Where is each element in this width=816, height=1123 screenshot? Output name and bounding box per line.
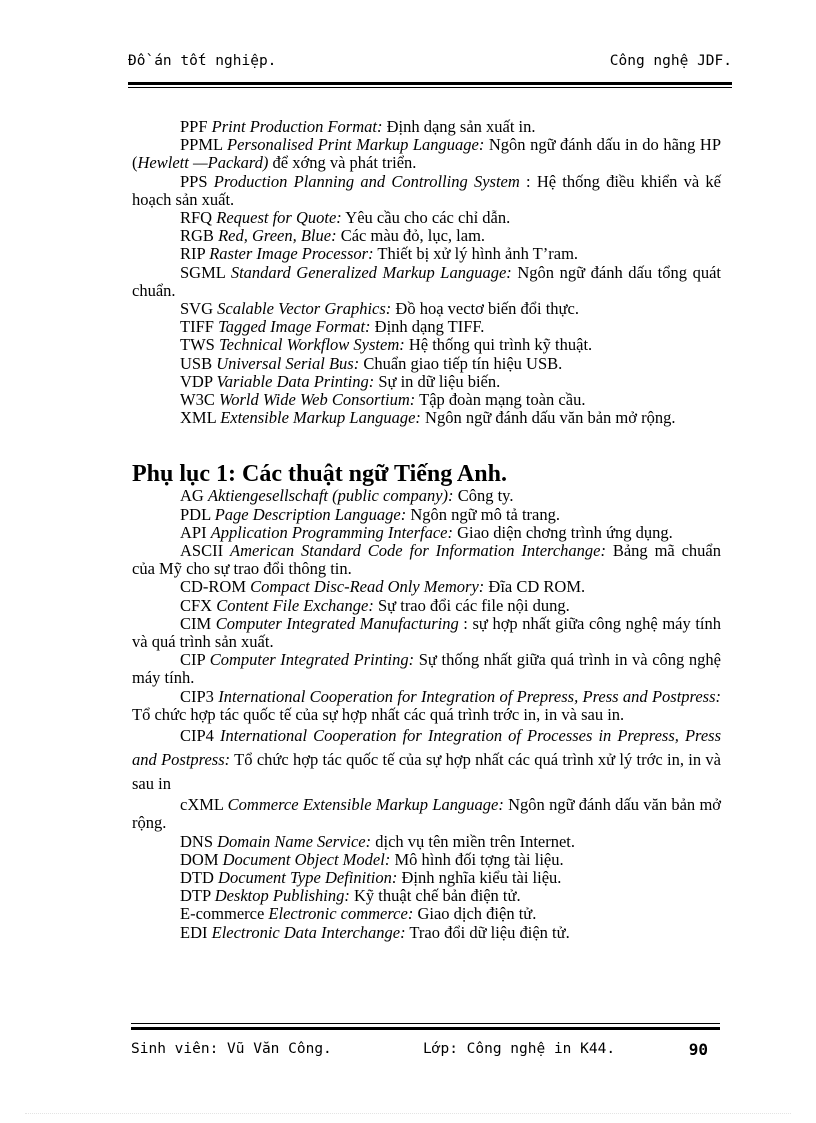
term-full-name: Extensible Markup Language: bbox=[220, 408, 421, 428]
term-definition: Bảng mã chuẩn của Mỹ cho sự trao đổi thông tin. bbox=[132, 541, 722, 579]
term-full-name: Document Type Definition: bbox=[218, 867, 398, 887]
term-definition: Đồ hoạ vectơ biến đổi thực. bbox=[391, 299, 579, 319]
term-abbreviation: SVG bbox=[180, 299, 214, 319]
term-abbreviation: AG bbox=[180, 486, 204, 506]
term-abbreviation: CIP4 bbox=[180, 726, 214, 746]
term-definition: Yêu cầu cho các chỉ dẫn. bbox=[341, 208, 511, 228]
term-abbreviation: TIFF bbox=[180, 317, 214, 337]
term-abbreviation: RFQ bbox=[180, 208, 213, 228]
term-abbreviation: USB bbox=[180, 353, 213, 373]
term-abbreviation: E-commerce bbox=[180, 904, 265, 924]
term-definition: Trao đổi dữ liệu điện tử. bbox=[405, 922, 570, 942]
footer-class: Lớp: Công nghệ in K44. bbox=[423, 1041, 616, 1057]
term-definition: Tập đoàn mạng toàn cầu. bbox=[415, 390, 586, 410]
glossary-entry bbox=[132, 355, 721, 373]
header-document-title: Đồ án tốt nghiệp. bbox=[128, 53, 277, 69]
term-definition: Định dạng TIFF. bbox=[370, 317, 485, 337]
term-abbreviation: DTP bbox=[180, 886, 211, 906]
term-abbreviation: CFX bbox=[180, 595, 213, 615]
glossary-entry bbox=[132, 887, 721, 905]
term-abbreviation: CIP3 bbox=[180, 686, 214, 706]
term-full-name: Request for Quote: bbox=[216, 208, 342, 228]
glossary-entry bbox=[132, 851, 721, 869]
term-full-name: Raster Image Processor: bbox=[209, 244, 374, 264]
term-full-name: Electronic Data Interchange: bbox=[211, 922, 406, 942]
term-abbreviation: EDI bbox=[180, 922, 208, 942]
term-full-name: Computer Integrated Manufacturing bbox=[215, 613, 459, 633]
term-abbreviation: ASCII bbox=[180, 541, 224, 561]
header-topic: Công nghệ JDF. bbox=[609, 53, 732, 69]
term-full-name: Compact Disc-Read Only Memory: bbox=[250, 577, 485, 597]
glossary-entry bbox=[132, 905, 721, 923]
page-header bbox=[128, 53, 732, 75]
term-definition: Công ty. bbox=[453, 486, 514, 506]
term-abbreviation: SGML bbox=[180, 262, 226, 282]
term-definition: Định nghĩa kiểu tài liệu. bbox=[397, 867, 562, 887]
term-abbreviation: RIP bbox=[180, 244, 206, 264]
term-full-name: Scalable Vector Graphics: bbox=[217, 299, 392, 319]
glossary-entry bbox=[132, 578, 721, 596]
term-definition: Tổ chức hợp tác quốc tế của sự hợp nhất các quá trình trớc in, in và sau in. bbox=[132, 704, 625, 724]
term-definition: : Hệ thống điều khiển và kế hoạch sản xuất. bbox=[132, 171, 721, 209]
term-full-name: World Wide Web Consortium: bbox=[218, 390, 416, 410]
term-full-name: International Cooperation for Integration of Prepress, Press and Postpress: bbox=[218, 686, 721, 706]
glossary-entry bbox=[132, 245, 721, 263]
glossary-entry bbox=[132, 336, 721, 354]
glossary-entry bbox=[132, 391, 721, 409]
term-abbreviation: W3C bbox=[180, 390, 215, 410]
term-full-name: Content File Exchange: bbox=[216, 595, 374, 615]
page-footer bbox=[131, 1041, 720, 1063]
term-full-name: Electronic commerce: bbox=[268, 904, 414, 924]
glossary-entry bbox=[132, 300, 721, 318]
term-definition: Giao diện chơng trình ứng dụng. bbox=[452, 522, 673, 542]
term-full-name: Aktiengesellschaft (public company): bbox=[207, 486, 454, 506]
glossary-entry bbox=[132, 724, 721, 796]
glossary-entry bbox=[132, 409, 721, 427]
term-abbreviation: PPF bbox=[180, 117, 208, 136]
glossary-list-bottom bbox=[132, 487, 721, 941]
term-definition: dịch vụ tên miền trên Internet. bbox=[371, 831, 575, 851]
term-abbreviation: PPML bbox=[180, 135, 223, 155]
term-full-name: Universal Serial Bus: bbox=[216, 353, 360, 373]
term-abbreviation: DTD bbox=[180, 867, 214, 887]
term-full-name-extra: Hewlett —Packard) bbox=[137, 153, 269, 173]
glossary-entry bbox=[132, 615, 721, 651]
term-definition-extra: để xớng và phát triển. bbox=[268, 153, 417, 173]
page-number: 90 bbox=[688, 1040, 708, 1059]
glossary-entry bbox=[132, 173, 721, 209]
term-definition: Ngôn ngữ đánh dấu in do hãng HP ( bbox=[132, 135, 721, 173]
glossary-entry bbox=[132, 869, 721, 887]
glossary-entry bbox=[132, 373, 721, 391]
term-abbreviation: cXML bbox=[180, 795, 224, 815]
glossary-entry bbox=[132, 688, 721, 724]
glossary-entry bbox=[132, 318, 721, 336]
term-full-name: Print Production Format: bbox=[211, 117, 383, 136]
term-abbreviation: API bbox=[180, 522, 207, 542]
term-full-name: International Cooperation for Integration of Processes in Prepress, Press and Postpress: bbox=[132, 726, 721, 770]
term-full-name: Red, Green, Blue: bbox=[218, 226, 337, 246]
term-full-name: Page Description Language: bbox=[214, 504, 407, 524]
header-rule-thin bbox=[128, 87, 732, 88]
term-definition: Đĩa CD ROM. bbox=[484, 577, 586, 597]
term-definition: Định dạng sản xuất in. bbox=[382, 117, 536, 136]
term-definition: Ngôn ngữ đánh dấu tổng quát chuẩn. bbox=[132, 262, 722, 300]
term-full-name: Domain Name Service: bbox=[217, 831, 372, 851]
term-definition: Ngôn ngữ mô tả trang. bbox=[406, 504, 561, 524]
glossary-entry bbox=[132, 542, 721, 578]
term-definition: Kỹ thuật chế bản điện tử. bbox=[349, 886, 521, 906]
term-full-name: Technical Workflow System: bbox=[218, 335, 405, 355]
glossary-entry bbox=[132, 524, 721, 542]
term-full-name: Variable Data Printing: bbox=[216, 371, 375, 391]
glossary-entry bbox=[132, 506, 721, 524]
term-abbreviation: CIP bbox=[180, 650, 206, 670]
section-title: Phụ lục 1: Các thuật ngữ Tiếng Anh. bbox=[132, 461, 507, 488]
glossary-entry bbox=[132, 833, 721, 851]
term-abbreviation: DNS bbox=[180, 831, 214, 851]
page-bottom-border bbox=[25, 1113, 791, 1114]
footer-rule-thick bbox=[131, 1027, 720, 1030]
term-abbreviation: TWS bbox=[180, 335, 215, 355]
term-abbreviation: VDP bbox=[180, 371, 213, 391]
term-definition: Sự trao đổi các file nội dung. bbox=[373, 595, 570, 615]
term-full-name: Document Object Model: bbox=[222, 849, 391, 869]
glossary-entry bbox=[132, 264, 721, 300]
glossary-entry bbox=[132, 227, 721, 245]
glossary-entry bbox=[132, 597, 721, 615]
term-full-name: Computer Integrated Printing: bbox=[209, 650, 415, 670]
term-definition: Mô hình đối tợng tài liệu. bbox=[390, 849, 564, 869]
term-abbreviation: PPS bbox=[180, 171, 208, 191]
footer-rule-thin bbox=[131, 1023, 720, 1024]
term-abbreviation: XML bbox=[180, 408, 217, 428]
term-definition: Sự in dữ liệu biến. bbox=[374, 371, 501, 391]
term-full-name: Tagged Image Format: bbox=[218, 317, 371, 337]
term-definition: Các màu đỏ, lục, lam. bbox=[336, 226, 486, 246]
term-full-name: Personalised Print Markup Language: bbox=[227, 135, 485, 155]
term-definition: Hệ thống qui trình kỹ thuật. bbox=[404, 335, 593, 355]
term-abbreviation: PDL bbox=[180, 504, 211, 524]
term-definition: Ngôn ngữ đánh dấu văn bản mở rộng. bbox=[132, 795, 722, 833]
header-rule-thick bbox=[128, 82, 732, 85]
term-full-name: Standard Generalized Markup Language: bbox=[230, 262, 512, 282]
glossary-entry bbox=[132, 209, 721, 227]
term-full-name: Production Planning and Controlling System bbox=[213, 171, 520, 191]
term-definition: Giao dịch điện tử. bbox=[413, 904, 537, 924]
term-abbreviation: CD-ROM bbox=[180, 577, 247, 597]
term-definition: : sự hợp nhất giữa công nghệ máy tính và quá trình sản xuất. bbox=[132, 613, 721, 652]
page-body bbox=[132, 118, 721, 942]
term-abbreviation: RGB bbox=[180, 226, 214, 246]
glossary-entry bbox=[132, 136, 721, 172]
glossary-entry bbox=[132, 651, 721, 687]
term-full-name: American Standard Code for Information Interchange: bbox=[229, 541, 606, 561]
term-definition: Sự thống nhất giữa quá trình in và công nghệ máy tính. bbox=[132, 650, 721, 688]
glossary-entry bbox=[132, 924, 721, 942]
glossary-entry bbox=[132, 118, 721, 136]
glossary-entry bbox=[132, 796, 721, 832]
term-definition: Tổ chức hợp tác quốc tế của sự hợp nhất các quá trình xử lý trớc in, in và sau in bbox=[132, 750, 721, 794]
term-abbreviation: CIM bbox=[180, 613, 212, 633]
term-full-name: Commerce Extensible Markup Language: bbox=[227, 795, 504, 815]
term-definition: Ngôn ngữ đánh dấu văn bản mở rộng. bbox=[420, 408, 676, 428]
term-definition: Thiết bị xử lý hình ảnh T’ram. bbox=[373, 244, 579, 264]
glossary-entry bbox=[132, 487, 721, 505]
term-definition: Chuẩn giao tiếp tín hiệu USB. bbox=[359, 353, 563, 373]
footer-student: Sinh viên: Vũ Văn Công. bbox=[131, 1041, 332, 1057]
glossary-list-top bbox=[132, 118, 721, 427]
term-full-name: Desktop Publishing: bbox=[214, 886, 350, 906]
term-full-name: Application Programming Interface: bbox=[210, 522, 453, 542]
term-abbreviation: DOM bbox=[180, 849, 219, 869]
